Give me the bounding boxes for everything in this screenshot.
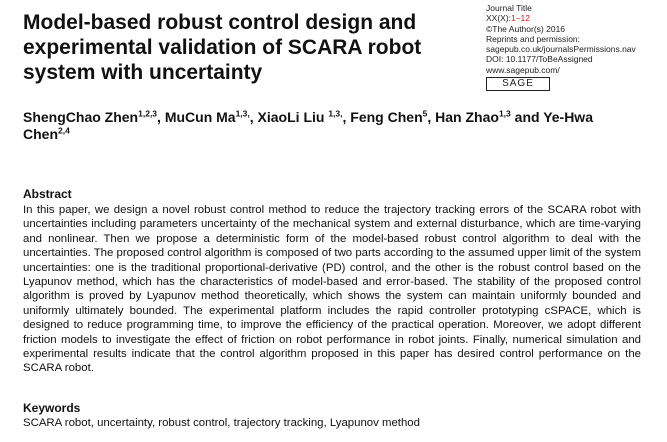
- reprints-label: Reprints and permission:: [486, 33, 581, 44]
- author-name: XiaoLi Liu: [257, 109, 329, 125]
- publisher-logo: SAGE: [486, 77, 550, 91]
- author-name: MuCun Ma: [164, 109, 236, 125]
- volume-prefix: XX(X):: [486, 13, 512, 24]
- author-separator: ,: [249, 109, 258, 125]
- author-name: ShengChao Zhen: [23, 109, 139, 125]
- website-link[interactable]: www.sagepub.com/: [486, 64, 560, 75]
- author-separator: ,: [342, 109, 351, 125]
- author-affiliation: 1,3,: [235, 108, 250, 119]
- author-item: [435, 109, 543, 125]
- journal-title: Journal Title: [486, 3, 532, 13]
- page-range: 1–12: [511, 13, 530, 24]
- author-name: Han Zhao: [435, 109, 499, 125]
- author-item: [165, 109, 258, 125]
- author-separator: and: [510, 109, 544, 125]
- author-affiliation: 1,3,: [328, 108, 343, 119]
- abstract-heading: Abstract: [23, 187, 72, 201]
- author-affiliation: 2,4: [58, 125, 70, 136]
- keywords-heading: Keywords: [23, 401, 81, 415]
- author-separator: ,: [157, 109, 165, 125]
- copyright-line: ©The Author(s) 2016: [486, 23, 566, 34]
- reprints-link[interactable]: sagepub.co.uk/journalsPermissions.nav: [486, 44, 636, 55]
- author-list: [23, 109, 643, 143]
- author-separator: ,: [427, 109, 436, 125]
- journal-meta: [486, 3, 664, 91]
- author-name: Feng Chen: [350, 109, 423, 125]
- author-affiliation: 5: [422, 108, 428, 119]
- author-item: [258, 109, 351, 125]
- volume-pages: [486, 13, 664, 23]
- author-affiliation: 1,3: [498, 108, 511, 119]
- keywords-text: SCARA robot, uncertainty, robust control, trajectory tracking, Lyapunov method: [23, 417, 420, 429]
- abstract-text: In this paper, we design a novel robust control method to reduce the trajectory tracking errors of the SCARA robot with uncertainties including parameters uncertainty of the mechanical system and external disturbance, which are time-varying and nonlinear. Then we propose a deterministic form of the model-based robust control algorithm to deal with the uncertainties. The proposed control algorithm is composed of two parts according to the assumed upper limit of the system uncertainties: one is the traditional proportional-derivative (PD) control, and the other is the robust control based on the Lyapunov method, which has the characteristics of model-based and error-based. The stability of the proposed control algorithm is proved by Lyapunov method theoretically, which shows the system can maintain uniformly bounded and uniformly ultimately bounded. The experimental platform includes the rapid controller prototyping cSPACE, which is designed to reduce programming time, to improve the efficiency of the practical operation. Moreover, we adopt different friction models to investigate the effect of friction on robot performance in robot joints. Finally, numerical simulation and experimental results indicate that the control algorithm proposed in this paper has desired control performance on the SCARA robot.: [23, 204, 641, 375]
- author-item: [350, 109, 435, 125]
- paper-title: Model-based robust control design and experimental validation of SCARA robot system with uncertainty: [23, 11, 422, 84]
- author-name: Ye-Hwa Chen: [23, 109, 593, 142]
- author-affiliation: 1,2,3: [138, 108, 158, 119]
- author-item: [23, 109, 165, 125]
- doi-line: DOI: 10.1177/ToBeAssigned: [486, 54, 593, 65]
